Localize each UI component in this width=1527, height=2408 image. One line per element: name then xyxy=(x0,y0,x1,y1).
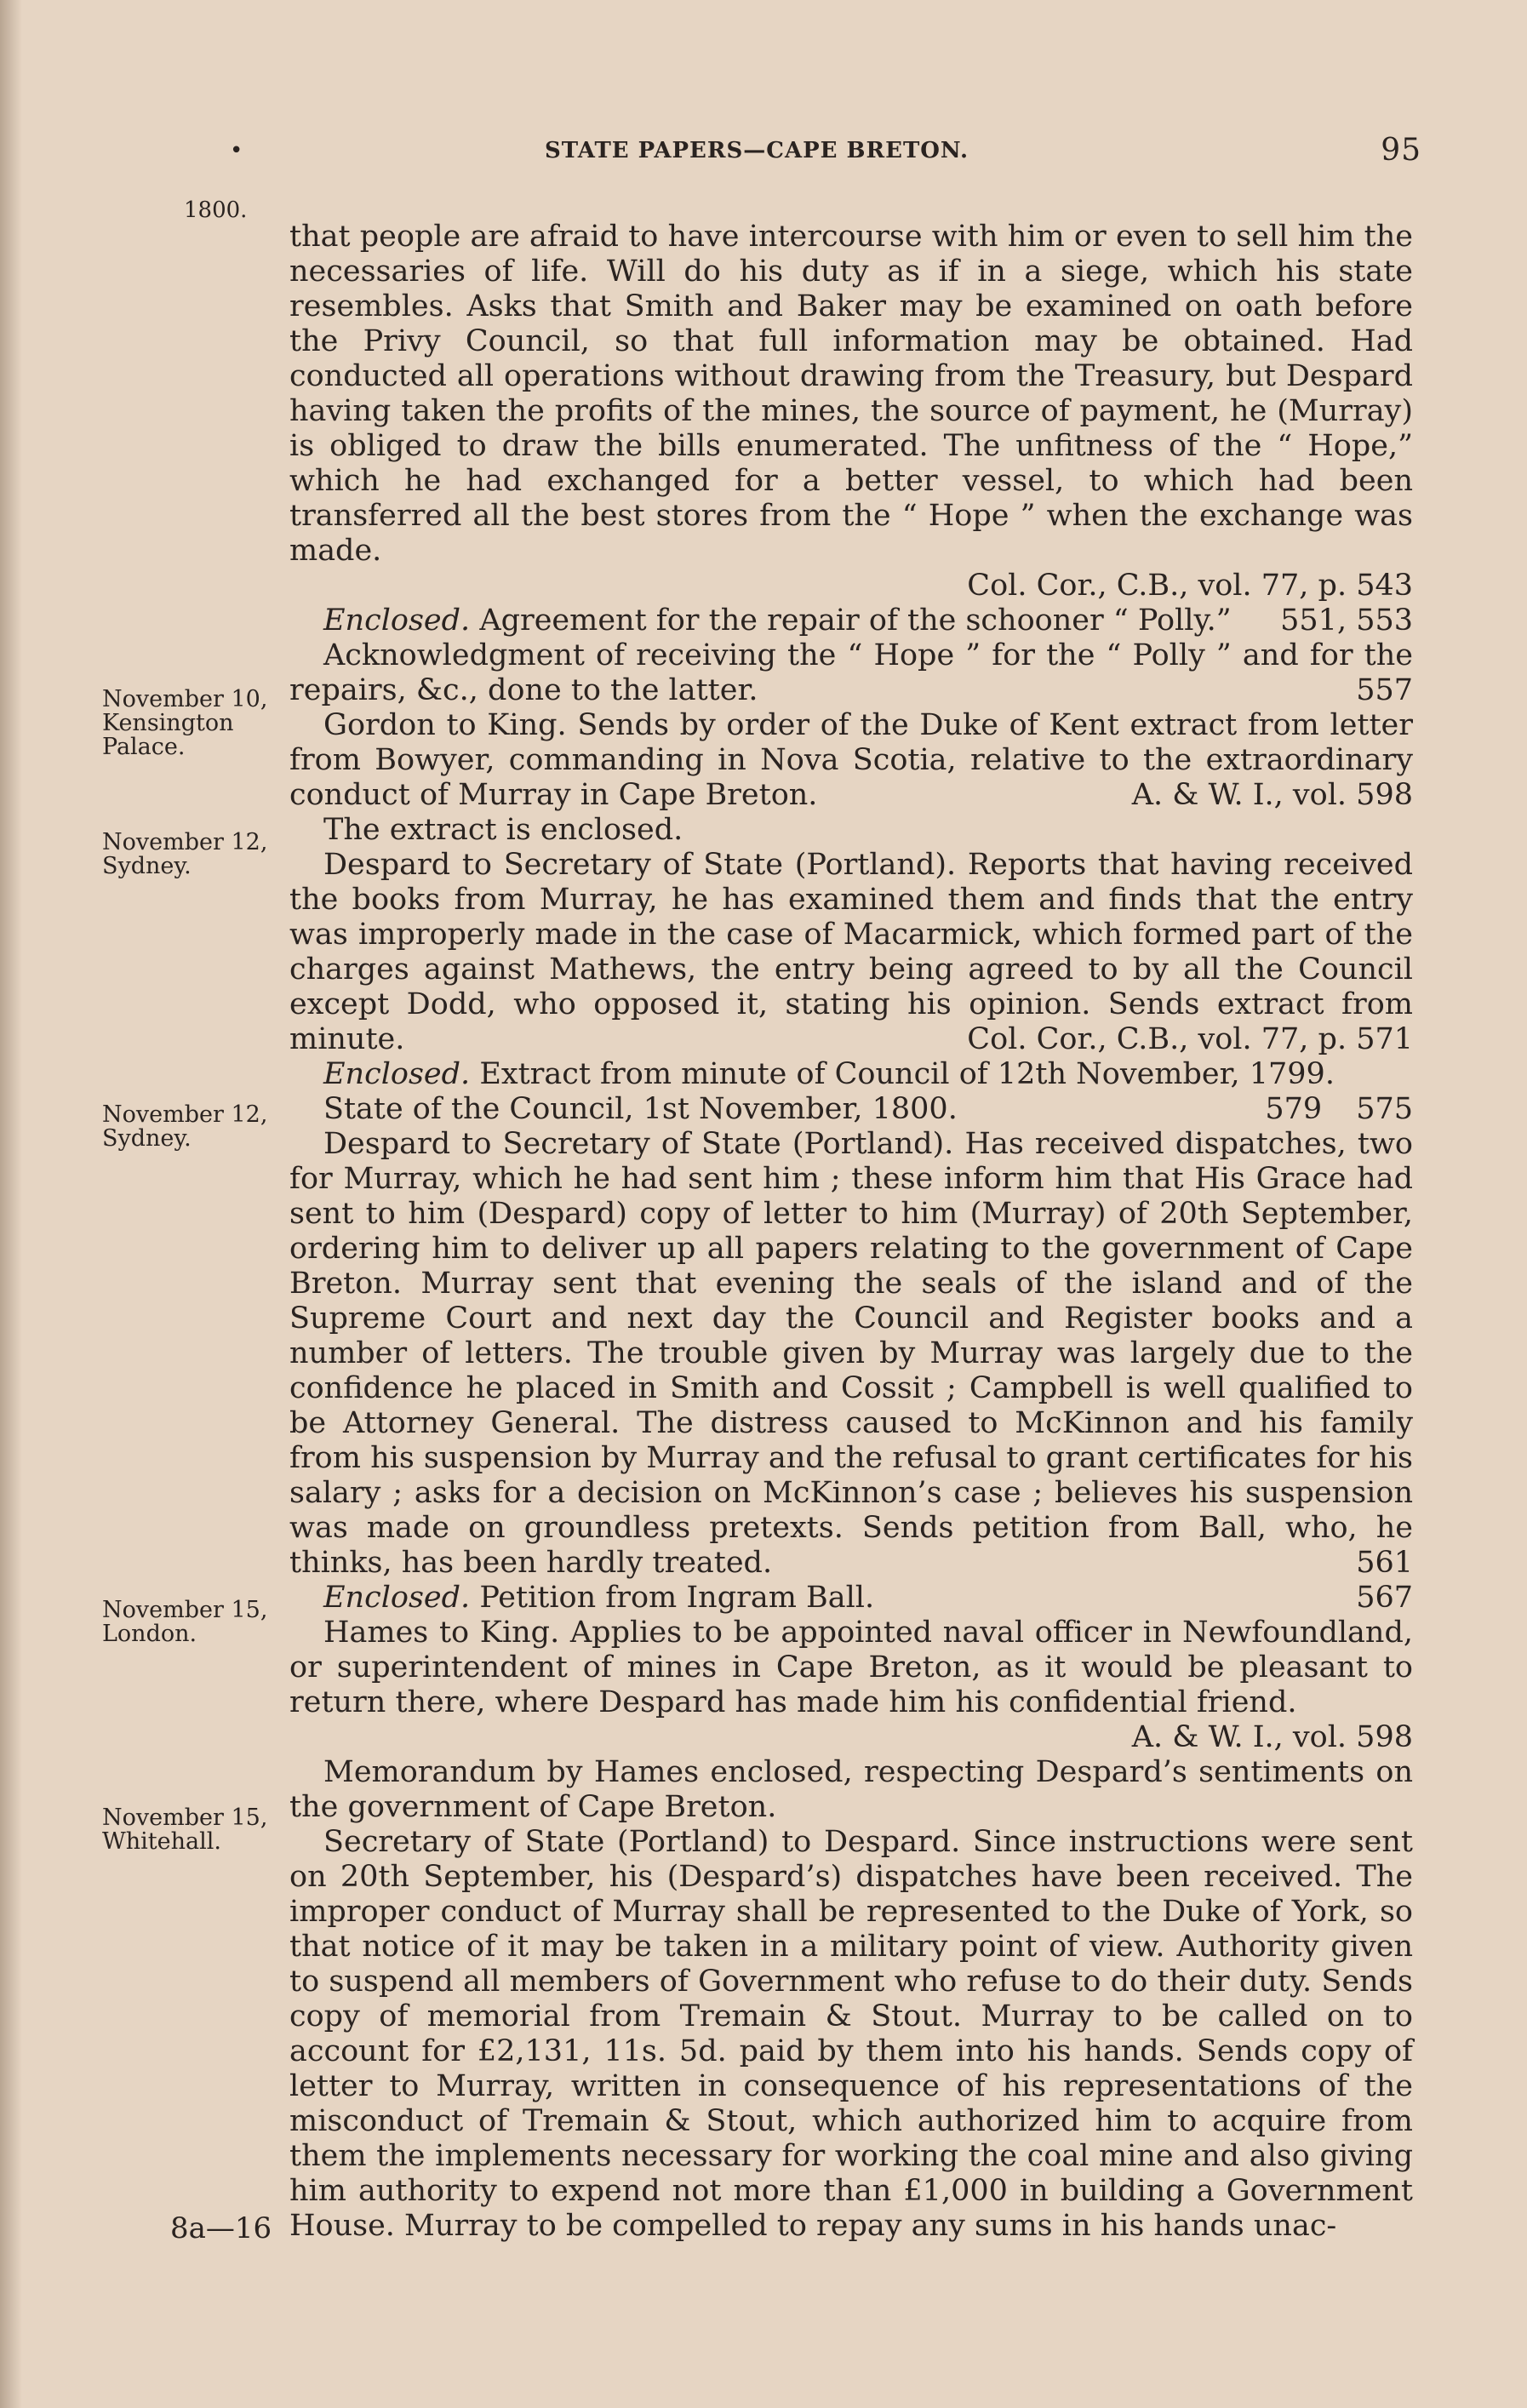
header-bullet: • xyxy=(230,138,244,163)
running-header xyxy=(230,133,1421,175)
reference: 551, 553 xyxy=(1280,603,1413,638)
enclosed-label: Enclosed. xyxy=(323,1057,471,1091)
reference: 557 xyxy=(1356,673,1413,707)
paragraph: Memorandum by Hames enclosed, respecting Despard’s sentiments on the government of Cape Breton. xyxy=(289,1755,1413,1824)
signature-mark: 8a—16 xyxy=(170,2211,272,2245)
reference: A. & W. I., vol. 598 xyxy=(1131,778,1413,812)
paragraph: Despard to Secretary of State (Portland). Reports that having received the books from Murray, he has examined them and finds that the entry was improperly made in the case of Macarmick, which formed part of the charges against Mathews, the entry being agreed to by all the Council except Dodd, who opposed it, stating his opinion. Sends extract from minute. Col. Cor., C.B., vol. 77, p. 571 xyxy=(289,848,1413,1056)
reference: Col. Cor., C.B., vol. 77, p. 543 xyxy=(967,569,1413,603)
header-title: STATE PAPERS—CAPE BRETON. xyxy=(545,138,969,163)
paragraph: Enclosed. Agreement for the repair of the schooner “ Polly.” 551, 553 xyxy=(323,603,1413,638)
paragraph: Enclosed. Petition from Ingram Ball. 567 xyxy=(323,1581,1413,1615)
body-text xyxy=(289,220,1413,2244)
paragraph: Hames to King. Applies to be appointed naval officer in Newfoundland, or superintendent of mines in Cape Breton, as it would be pleasant to return there, where Despard has made him his confidential friend. xyxy=(289,1616,1413,1719)
paragraph: Despard to Secretary of State (Portland). Has received dispatches, two for Murray, which he had sent him ; these inform him that His Grace had sent to him (Despard) copy of letter to him (Murray) of 20th September, ordering him to deliver up all papers relating to the government of Cape Breton. Murray sent that evening the seals of the island and of the Supreme Court and next day the Council and Register books and a number of letters. The trouble given by Murray was largely due to the confidence he placed in Smith and Cossit ; Campbell is well qualified to be Attorney General. The distress caused to McKinnon and his family from his suspension by Murray and the refusal to grant certificates for his salary ; asks for a decision on McKinnon’s case ; believes his suspension was made on groundless pretexts. Sends petition from Ball, who, he thinks, has been hardly treated. 561 xyxy=(289,1127,1413,1580)
reference: Col. Cor., C.B., vol. 77, p. 571 xyxy=(967,1022,1413,1056)
reference: 579 xyxy=(1265,1092,1323,1126)
margin-note-date: November 10, Kensington Palace. xyxy=(102,686,268,760)
reference: 561 xyxy=(1356,1546,1413,1580)
paragraph: The extract is enclosed. xyxy=(323,813,683,847)
margin-note-date: November 15, London. xyxy=(102,1597,268,1647)
enclosed-label: Enclosed. xyxy=(323,603,471,638)
paragraph: that people are afraid to have intercourse with him or even to sell him the necessaries of life. Will do his duty as if in a siege, which his state resembles. Asks that Smith and Baker may be examined on oath before the Privy Council, so that full information may be obtained. Had conducted all operations without drawing from the Treasury, but Despard having taken the profits of the mines, the source of payment, he (Murray) is obliged to draw the bills enumerated. The unfitness of the “ Hope,” which he had exchanged for a better vessel, to which had been transferred all the best stores from the “ Hope ” when the exchange was made. xyxy=(289,220,1413,568)
margin-note-date: November 15, Whitehall. xyxy=(102,1805,268,1855)
page-edge-shadow xyxy=(0,0,22,2408)
paragraph: Enclosed. Extract from minute of Council of 12th November, 1799. 575 xyxy=(323,1057,1413,1126)
reference: 575 xyxy=(1356,1092,1413,1126)
page-number: 95 xyxy=(1381,133,1421,168)
margin-note-date: November 12, Sydney. xyxy=(102,829,268,879)
paragraph: Secretary of State (Portland) to Despard. Since instructions were sent on 20th September, his (Despard’s) dispatches have been received. The improper conduct of Murray shall be represented to the Duke of York, so that notice of it may be taken in a military point of view. Authority given to suspend all members of Government who refuse to do their duty. Sends copy of memorial from Tremain & Stout. Murray to be called on to account for £2,131, 11s. 5d. paid by them into his hands. Sends copy of letter to Murray, written in consequence of his representations of the misconduct of Tremain & Stout, which authorized him to acquire from them the implements necessary for working the coal mine and also giving him authority to expend not more than £1,000 in building a Government House. Murray to be compelled to repay any sums in his hands unac- xyxy=(289,1825,1413,2243)
paragraph: Gordon to King. Sends by order of the Duke of Kent extract from letter from Bowyer, commanding in Nova Scotia, relative to the extraordinary conduct of Murray in Cape Breton. A. & W. I., vol. 598 xyxy=(289,708,1413,812)
year-marker: 1800. xyxy=(184,197,248,223)
reference: 567 xyxy=(1356,1581,1413,1615)
enclosed-label: Enclosed. xyxy=(323,1581,471,1615)
paragraph: State of the Council, 1st November, 1800. 579 xyxy=(323,1092,1323,1126)
margin-note-date: November 12, Sydney. xyxy=(102,1101,268,1152)
reference: A. & W. I., vol. 598 xyxy=(1131,1720,1413,1754)
paragraph: Acknowledgment of receiving the “ Hope ” for the “ Polly ” and for the repairs, &c., done to the latter. 557 xyxy=(289,638,1413,707)
